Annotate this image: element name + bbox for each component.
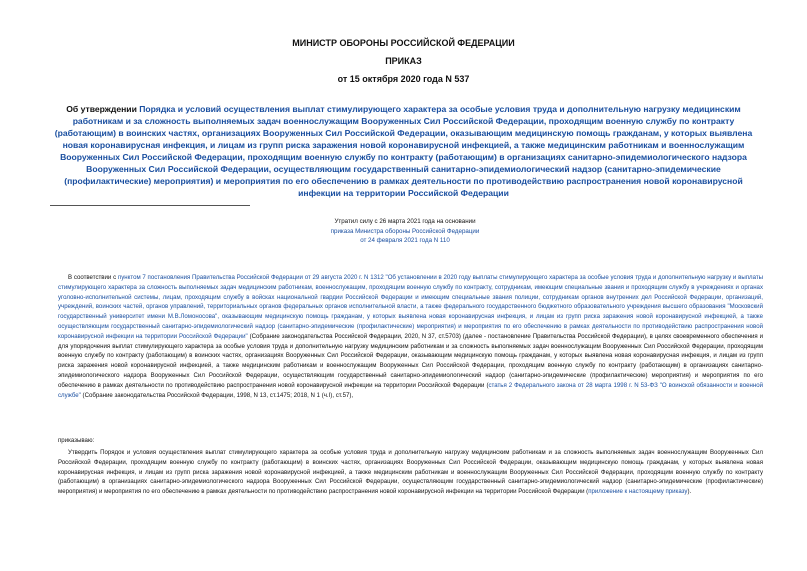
approval-text-1: Утвердить Порядок и условия осуществления выплат стимулирующего характера за особые условия труда и дополнительную нагрузку медицинским работникам и за сложность выполняемых задач военнослужащим Вооруженных Сил Российской Федерации, проходящим военную службу по контракту (работающим) в воинских частях, организациях Вооруженных Сил Российской Федерации, оказывающим медицинскую помощь гражданам, у которых выявлена новая коронавирусная инфекция, и лицам из групп риска заражения новой коронавирусной инфекцией, а также медицинским работникам и военнослужащим Вооруженных Сил Российской Федерации, проходящим военную службу по контракту (работающим) в организациях санитарно-эпидемиологического надзора Вооруженных Сил Российской Федерации, осуществляющим государственный санитарно-эпидемиологический надзор (санитарно-эпидемические (профилактические) мероприятия) и мероприятия по его обеспечению в рамках деятельности по противодействию распространения новой коронавирусной инфекции на территории Российской Федерации ( (58, 449, 763, 496)
approval-text-2: ). (687, 488, 692, 496)
ministry-heading: МИНИСТР ОБОРОНЫ РОССИЙСКОЙ ФЕДЕРАЦИИ (292, 38, 515, 48)
preamble-paragraph (58, 273, 763, 400)
date-number-heading: от 15 октября 2020 года N 537 (337, 74, 470, 84)
government-decree-link[interactable]: пунктом 7 постановления Правительства Российской Федерации от 29 августа 2020 г. N 1312 "Об установлении в 2020 году выплаты стимулирующего характера за особые условия труда и дополнительную нагрузку и выплаты стимулирующего характера за сложность выполняемых задач медицинским работникам, военнослужащим, проходящим военную службу по контракту, сотрудникам, имеющим специальные звания и проходящим службу в учреждениях и органах уголовно-исполнительной системы, лицам, проходящим службу в войсках национальной гвардии Российской Федерации и имеющим специальные звания полиции, сотрудникам органов внутренних дел Российской Федерации, организаций, учреждений, воинских частей, органов управлений, территориальных органов федеральных органов исполнительной власти, а также федерального государственного бюджетного образовательного учреждения высшего образования "Московский государственный университет имени М.В.Ломоносова", оказывающим медицинскую помощь гражданам, у которых выявлена новая коронавирусная инфекция, и лицам из групп риска заражения новой коронавирусной инфекцией, а также осуществляющим государственный санитарно-эпидемиологический надзор (санитарно-эпидемические (профилактические) мероприятия) и мероприятия по его обеспечению в рамках деятельности по противодействию распространения новой коронавирусной инфекции на территории Российской Федерации" (58, 274, 763, 340)
doc-type-heading: ПРИКАЗ (385, 56, 422, 66)
order-title (50, 103, 757, 199)
title-prefix: Об утверждении (66, 104, 140, 114)
divider (50, 205, 250, 206)
lost-force-line: Утратил силу с 26 марта 2021 года на основании (334, 218, 476, 225)
preamble-text-1: В соответствии с (68, 274, 118, 281)
preamble-text-2: (Собрание законодательства Российской Федерации, 2020, N 37, ст.5703) (далее - постановление Правительства Российской Федерации), в целях своевременного обеспечения и для упорядочения выплат стимулирующего характера за особые условия труда и дополнительную нагрузку медицинским работникам и за сложность выполняемых задач военнослужащим Вооруженных Сил Российской Федерации, проходящим военную службу по контракту (работающим) в воинских частях, организациях Вооруженных Сил Российской Федерации, оказывающим медицинскую помощь гражданам, у которых выявлена новая коронавирусная инфекция, и лицам из групп риска заражения новой коронавирусной инфекцией, а также медицинским работникам и военнослужащим Вооруженных Сил Российской Федерации, проходящим военную службу по контракту (работающим) в организациях санитарно-эпидемиологического надзора Вооруженных Сил Российской Федерации, осуществляющим государственный санитарно-эпидемиологический надзор (санитарно-эпидемические (профилактические) мероприятия) и мероприятия по его обеспечению в рамках деятельности по противодействию распространения новой коронавирусной инфекции на территории Российской Федерации ( (58, 332, 764, 389)
lost-force-note (300, 217, 510, 246)
title-procedure-link[interactable]: Порядка и условий осуществления выплат стимулирующего характера за особые условия труда и дополнительную нагрузку медицинским работникам и за сложность выполняемых задач военнослужащим Вооруженных Сил Российской Федерации, проходящим военную службу по контракту (работающим) в воинских частях, организациях Вооруженных Сил Российской Федерации, оказывающим медицинскую помощь гражданам, у которых выявлена новая коронавирусная инфекция, и лицам из групп риска заражения новой коронавирусной инфекцией, а также медицинским работникам и военнослужащим Вооруженных Сил Российской Федерации, проходящим военную службу по контракту (работающим) в организациях санитарно-эпидемиологического надзора Вооруженных Сил Российской Федерации, осуществляющим государственный санитарно-эпидемиологический надзор (санитарно-эпидемические (профилактические) мероприятия) и мероприятия по его обеспечению в рамках деятельности по противодействию распространения новой коронавирусной инфекции на территории Российской Федерации (54, 104, 753, 198)
preamble-text-3: (Собрание законодательства Российской Федерации, 1998, N 13, ст.1475; 2018, N 1 (ч.I), ст.57), (80, 391, 354, 399)
approval-paragraph (58, 448, 763, 497)
prikazyvayu-label: приказываю: (58, 437, 95, 444)
appendix-link[interactable]: приложение к настоящему приказу (588, 488, 688, 496)
federal-law-link[interactable]: статья 2 Федерального закона от 28 марта 1998 г. N 53-ФЗ "О воинской обязанности и военной службе" (58, 381, 763, 399)
lost-force-order-date-link[interactable]: от 24 февраля 2021 года N 110 (360, 237, 450, 244)
lost-force-order-link[interactable]: приказа Министра обороны Российской Федерации (330, 227, 480, 235)
